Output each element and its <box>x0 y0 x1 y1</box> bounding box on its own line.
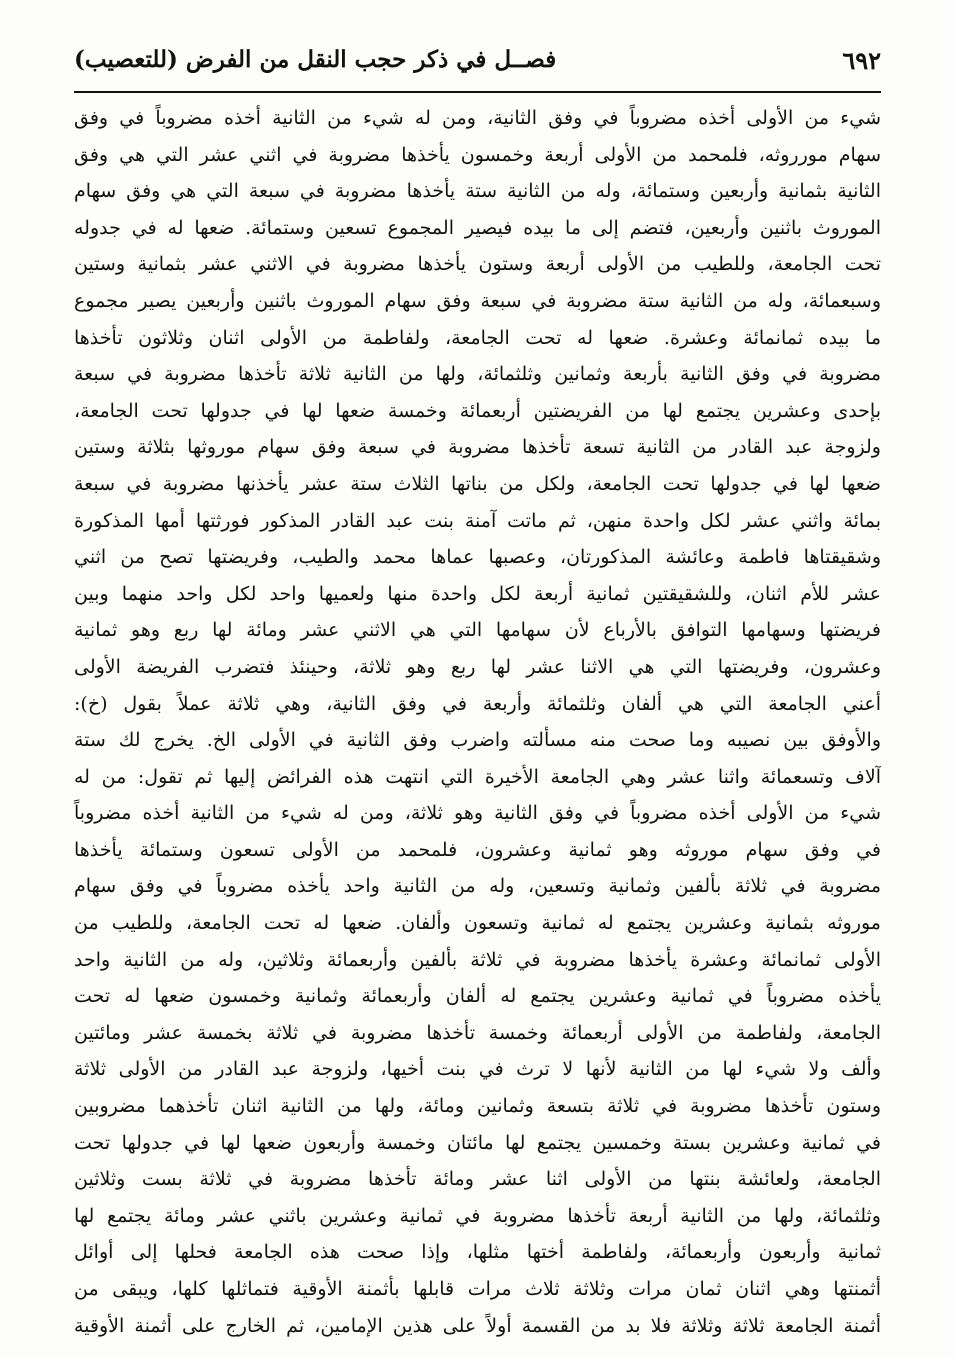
text-line: آلاف وتسعمائة واثنا عشر وهي الجامعة الأخيرة التي انتهت هذه الفرائض إليها ثم تقول: من له <box>74 765 881 788</box>
text-line: الموروث باثنين وأربعين، فتضم إلى ما بيده فيصير المجموع تسعين وستمائة. ضعها له في جدوله <box>74 216 881 239</box>
text-line: تحت الجامعة، وللطيب من الأولى أربعة وستون يأخذها مضروبة في الاثني عشر بثمانية وستين <box>74 253 881 276</box>
text-line: يأخذه مضروباً في ثمانية وعشرين يجتمع له ألفان وأربعمائة وثمانية وخمسون ضعها له تحت <box>74 985 881 1008</box>
text-line: وثلثمائة، ولها من الثانية أربعة تأخذها مضروبة في ثمانية وعشرين باثني عشر ومائة يجتمع لها <box>74 1204 881 1227</box>
text-line: مضروبة في وفق الثانية بأربعة وثمانين وثلثمائة، ولها من الثانية ثلاثة تأخذها مضروبة في سبعة <box>74 363 881 386</box>
text-line: ولزوجة عبد القادر من الثانية تسعة تأخذها مضروبة في سبعة وفق سهام موروثها بثلاثة وستين <box>74 436 881 459</box>
text-line: الجامعة، ولفاطمة من الأولى أربعمائة وخمسة تأخذها مضروبة في ثلاثة بخمسة عشر ومائتين <box>74 1021 881 1044</box>
page-header <box>74 40 881 92</box>
text-line: ما بيده ثمانمائة وعشرة. ضعها له تحت الجامعة، ولفاطمة من الأولى اثنان وثلاثون تأخذها <box>74 326 881 349</box>
header-rule <box>74 91 881 93</box>
page-number: ٦٩٢ <box>842 46 881 75</box>
text-line: الجامعة، ولعائشة بنتها من الأولى اثنا عشر ومائة تأخذها مضروبة في ثلاثة بست وثلاثين <box>74 1168 881 1191</box>
text-line: ضعها لها في جدولها تحت الجامعة، ولكل من بناتها الثلاث ستة عشر يأخذنها مضروبة في سبعة <box>74 472 881 495</box>
text-line: بإحدى وعشرين يجتمع لها من الفريضتين أربعمائة وخمسة ضعها لها في جدولها تحت الجامعة، <box>74 399 881 422</box>
text-line: شيء من الأولى أخذه مضروباً في وفق الثانية، ومن له شيء من الثانية أخذه مضروباً في وفق <box>74 107 881 129</box>
text-line: عشر للأم اثنان، وللشقيقتين ثمانية أربعة لكل واحدة منها ولعميها واحد لكل واحد منهما وبين <box>74 582 881 605</box>
text-line: الأولى ثمانمائة وعشرة يأخذها مضروبة في ثلاثة بألفين وأربعمائة وثلاثين، وله من الثانية واحد <box>74 948 881 971</box>
text-line: الثانية بثمانية وأربعين وستمائة، وله من الثانية ستة يأخذها مضروبة في سبعة التي هي وفق سهام <box>74 180 881 203</box>
text-line: وستون تأخذها مضروبة في ثلاثة بتسعة وثمانين ومائة، ولها من الثانية اثنان تأخذهما مضروبين <box>74 1095 881 1118</box>
text-line: فريضتها وسهامها التوافق بالأرباع لأن سهامها التي هي الاثني عشر ومائة لها ربع وهو ثمانية <box>74 619 881 642</box>
text-line: أعني الجامعة التي هي ألفان وثلثمائة وأربعة في وفق الثانية، وهي ثلاثة عملاً بقول (خ): <box>74 692 881 715</box>
text-line: وألف ولا شيء لها من الثانية لأنها لا ترث في بنت أخيها، ولزوجة عبد القادر من الأولى ثلاثة <box>74 1058 881 1081</box>
text-line: في وفق سهام موروثه وهو ثمانية وعشرون، فلمحمد من الأولى تسعون وستمائة يأخذها <box>74 838 881 861</box>
body-text <box>74 100 881 1344</box>
text-line: ثمانية وأربعون وأربعمائة، ولفاطمة أختها مثلها، وإذا صحت هذه الجامعة فحلها إلى أوائل <box>74 1241 881 1264</box>
text-line: شيء من الأولى أخذه مضروباً في وفق الثانية وهو ثلاثة، ومن له شيء من الثانية أخذه مضروباً <box>74 802 881 825</box>
text-line: في ثمانية وعشرين بستة وخمسين يجتمع لها مائتان وخمسة وأربعون ضعها لها في جدولها تحت <box>74 1131 881 1154</box>
text-line: أثمنة الجامعة ثلاثة وثلاثة فلا بد من القسمة أولاً على هذين الإمامين، ثم الخارج على أثمنة الأوقية <box>74 1314 881 1337</box>
text-line: وسبعمائة، وله من الثانية ستة مضروبة في سبعة وفق سهام الموروث باثنين وأربعين يصير مجموع <box>74 289 881 312</box>
running-title: فصــل في ذكر حجب النقل من الفرض (للتعصيب) <box>74 46 557 73</box>
text-line: بمائة واثني عشر لكل واحدة منهن، ثم ماتت آمنة بنت عبد القادر المذكور فورثتها أمها المذكورة <box>74 509 881 532</box>
text-line: وعشرون، وفريضتها التي هي الاثنا عشر لها ربع وهو ثلاثة، وحينئذ فتضرب الفريضة الأولى <box>74 655 881 678</box>
text-line: مضروبة في ثلاثة بألفين وثمانية وتسعين، وله من الثانية واحد يأخذه مضروباً في وفق سهام <box>74 875 881 898</box>
text-line: والأوفق بين نصيبه وما صحت منه مسألته واضرب وفق الثانية في الأولى الخ. يخرج لك ستة <box>74 729 881 752</box>
text-line: سهام مورروثه، فلمحمد من الأولى أربعة وخمسون يأخذها مضروبة في اثني عشر التي هي وفق <box>74 143 881 166</box>
text-line: موروثه بثمانية وعشرين يجتمع له ثمانية وتسعون وألفان. ضعها له تحت الجامعة، وللطيب من <box>74 912 881 935</box>
text-line: أثمنتها وهي اثنان ثمان مرات وثلاثة ثلاث مرات قابلها بأثمنة الأوقية فتماثلها كلها، ويبقى من <box>74 1278 881 1300</box>
text-line: وشقيقتاها فاطمة وعائشة المذكورتان، وعصبها عماها محمد والطيب، وفريضتها تصح من اثني <box>74 546 881 569</box>
